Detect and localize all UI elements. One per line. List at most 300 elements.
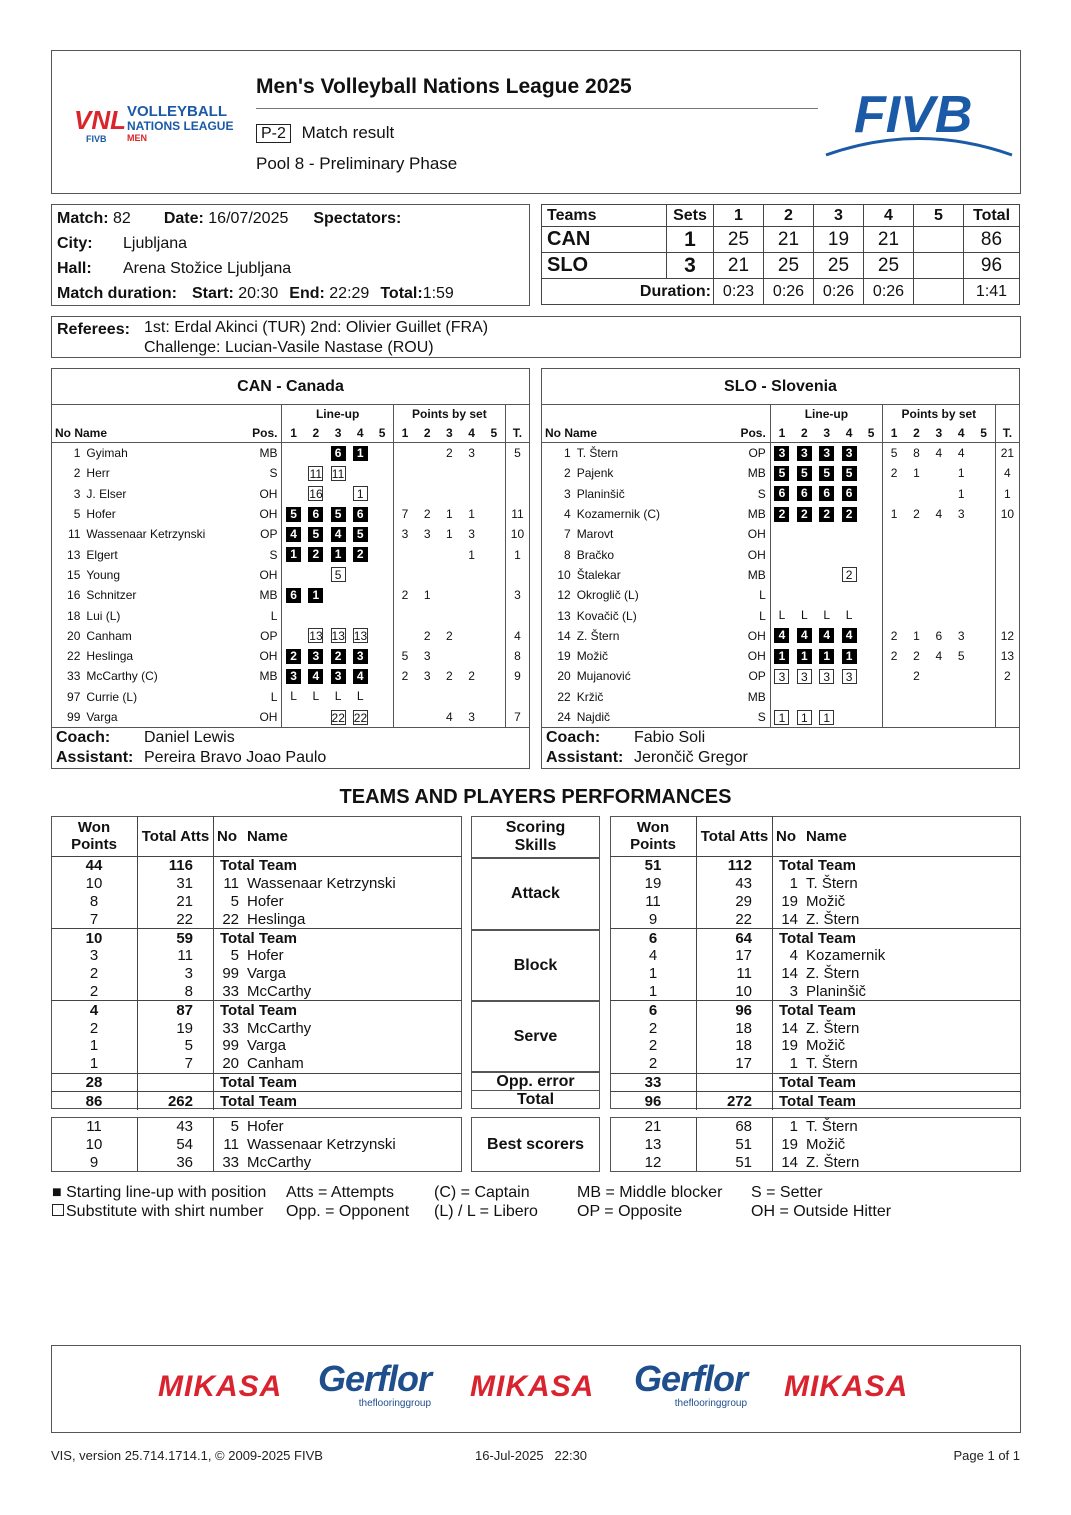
col-total-atts: Total Atts	[697, 816, 773, 857]
points-in-set: 1	[446, 527, 453, 542]
lineup-cell	[327, 585, 349, 605]
substitute-number: 22	[353, 710, 368, 725]
starting-position: 5	[286, 507, 301, 522]
player-position: MB	[747, 689, 766, 704]
legend-mb: MB = Middle blocker	[577, 1184, 723, 1201]
player-name: Total Team	[220, 857, 297, 875]
player-cell	[214, 1037, 463, 1055]
won-points: 4	[610, 947, 697, 965]
svg-text:FIVB: FIVB	[86, 134, 107, 144]
player-name: T. Štern	[806, 1118, 858, 1136]
points-in-set: 2	[913, 507, 920, 522]
total-atts: 8	[138, 983, 214, 1001]
col-lineup-set: 1	[770, 423, 793, 443]
legend-libero: (L) / L = Libero	[434, 1203, 538, 1220]
lineup-cell	[349, 585, 371, 605]
roster-group-header	[542, 405, 1019, 423]
player-total-points	[505, 484, 529, 504]
points-in-set: 1	[468, 547, 475, 562]
sponsor-mikasa: MIKASA	[470, 1370, 595, 1403]
player-total-points	[995, 544, 1019, 564]
total-atts: 116	[138, 857, 214, 875]
player-cell	[773, 1154, 1022, 1172]
lineup-cell	[305, 646, 327, 666]
points-header: Points by set	[393, 405, 505, 423]
player-number: 12	[557, 588, 571, 603]
won-points: 33	[610, 1073, 697, 1092]
won-points: 19	[610, 875, 697, 893]
lineup-cell	[770, 605, 793, 625]
lineup-cell	[838, 524, 860, 544]
won-points: 8	[51, 893, 138, 911]
points-in-set: 2	[446, 446, 453, 461]
player-cell	[773, 1001, 1022, 1019]
total-atts	[697, 1073, 773, 1092]
points-in-set	[950, 666, 972, 686]
col-points-set: 2	[416, 423, 438, 443]
lineup-cell	[816, 666, 838, 686]
player-number: 19	[557, 649, 571, 664]
lineup-cell	[305, 626, 327, 646]
player-cell	[773, 1055, 1022, 1073]
team-title: CAN - Canada	[52, 369, 529, 405]
lineup-cell	[816, 484, 838, 504]
player-number: 7	[564, 527, 571, 542]
starting-position: 5	[353, 527, 368, 542]
lineup-cell	[860, 707, 882, 727]
set-score: 25	[814, 253, 864, 279]
lineup-cell	[860, 687, 882, 707]
starting-position: 2	[286, 649, 301, 664]
points-in-set	[483, 605, 506, 625]
points-in-set: 2	[882, 626, 905, 646]
won-points: 1	[51, 1037, 138, 1055]
player-position: MB	[747, 466, 766, 481]
perf-row	[610, 1019, 1021, 1037]
won-points: 21	[610, 1118, 697, 1136]
starting-position: 6	[774, 486, 789, 501]
player-number: 33	[67, 669, 81, 684]
lineup-cell	[305, 484, 327, 504]
points-in-set	[928, 463, 950, 483]
lineup-cell	[838, 565, 860, 585]
won-points: 9	[51, 1154, 138, 1172]
points-in-set	[483, 646, 506, 666]
won-points: 10	[51, 875, 138, 893]
player-number: 99	[67, 710, 81, 724]
lineup-cell	[860, 626, 882, 646]
player-name: Mujanović	[576, 669, 631, 684]
points-in-set	[972, 666, 995, 686]
player-number: 22	[557, 689, 571, 704]
player-number: 4	[564, 507, 571, 522]
player-position: L	[759, 588, 766, 603]
lineup-cell	[793, 707, 815, 727]
assistant-label: Assistant:	[546, 749, 624, 767]
referees-label: Referees:	[57, 321, 130, 338]
player-row	[542, 626, 1019, 646]
player-name: Gyimah	[86, 446, 128, 461]
player-name: Z. Štern	[806, 1019, 860, 1037]
player-name: Pajenk	[576, 466, 614, 481]
points-in-set	[483, 443, 506, 464]
player-cell	[214, 1073, 463, 1092]
lineup-cell	[305, 504, 327, 524]
total-atts: 3	[138, 965, 214, 983]
player-number: 2	[73, 466, 81, 481]
points-header: Points by set	[882, 405, 995, 423]
player-position: OP	[748, 446, 766, 461]
col-no-name: No Name	[52, 423, 242, 443]
perf-header	[610, 816, 1021, 857]
points-in-set	[393, 544, 416, 564]
points-in-set	[483, 504, 506, 524]
lineup-cell	[327, 707, 349, 727]
player-position: OH	[747, 628, 766, 643]
points-in-set: 3	[468, 446, 475, 461]
player-total-points: 21	[995, 443, 1019, 464]
total-atts: 36	[138, 1154, 214, 1172]
points-in-set: 1	[423, 588, 431, 603]
player-total-points: 8	[505, 646, 529, 666]
points-in-set	[483, 666, 506, 686]
vnl-mark-icon	[74, 103, 126, 145]
col-pos: Pos.	[242, 423, 281, 443]
points-in-set	[972, 585, 995, 605]
points-in-set	[972, 646, 995, 666]
player-total-points	[505, 605, 529, 625]
player-total-points: 10	[505, 524, 529, 544]
won-points: 96	[610, 1092, 697, 1110]
lineup-cell	[860, 504, 882, 524]
perf-row	[610, 929, 1021, 947]
skill-serve	[471, 1001, 600, 1072]
points-in-set: 5	[882, 443, 905, 464]
lineup-cell	[327, 544, 349, 564]
player-name: Wassenaar Ketrzynski	[86, 527, 206, 542]
player-number: 18	[67, 608, 81, 623]
substitute-number: 3	[819, 669, 834, 684]
points-in-set: 3	[468, 527, 475, 542]
player-name: Varga	[86, 710, 118, 724]
skill-total	[471, 1090, 600, 1109]
perf-row	[610, 983, 1021, 1001]
player-cell	[214, 910, 463, 928]
total-atts: 18	[697, 1019, 773, 1037]
points-in-set	[416, 544, 438, 564]
col-lineup-set: 4	[349, 423, 371, 443]
col-lineup-set: 3	[816, 423, 838, 443]
team-code: CAN	[542, 227, 667, 253]
lineup-cell	[838, 626, 860, 646]
points-in-set	[905, 707, 927, 727]
player-total-points: 9	[505, 666, 529, 686]
lineup-cell	[770, 707, 793, 727]
col-no-name: No Name	[542, 423, 731, 443]
starting-position: 5	[308, 527, 323, 542]
lineup-cell	[282, 484, 305, 504]
col-points-set: 4	[460, 423, 482, 443]
player-position: L	[270, 689, 278, 704]
player-cell	[214, 893, 463, 911]
lineup-cell	[860, 585, 882, 605]
hdr-sets: Sets	[667, 205, 714, 227]
lineup-cell	[793, 504, 815, 524]
won-points: 2	[610, 1055, 697, 1073]
lineup-cell	[793, 626, 815, 646]
player-total-points: 7	[505, 707, 529, 727]
sets-won: 1	[667, 227, 714, 253]
starting-position: 1	[308, 588, 323, 603]
gerflor-tagline: theflooringgroup	[358, 1398, 432, 1409]
player-total-points: 12	[995, 626, 1019, 646]
player-name: J. Elser	[86, 486, 127, 501]
player-row	[542, 484, 1019, 504]
lineup-cell	[371, 524, 393, 544]
player-row	[542, 524, 1019, 544]
col-pos: Pos.	[731, 423, 771, 443]
team-title: SLO - Slovenia	[542, 369, 1019, 405]
points-in-set	[438, 687, 460, 707]
legend-col4	[577, 1183, 722, 1221]
points-in-set	[438, 646, 460, 666]
legend-opp: Opp. = Opponent	[286, 1203, 410, 1220]
player-total-points: 2	[995, 666, 1019, 686]
starting-position: 6	[797, 486, 812, 501]
lineup-cell	[838, 687, 860, 707]
lineup-cell	[838, 544, 860, 564]
lineup-cell	[838, 605, 860, 625]
substitute-number: 1	[353, 486, 368, 501]
starting-position: 4	[286, 527, 301, 542]
hall-value: Arena Stožice Ljubljana	[123, 259, 292, 277]
points-in-set	[416, 443, 438, 464]
hdr-set3: 3	[814, 205, 864, 227]
player-number: 22	[222, 910, 239, 928]
best-scorers-can	[51, 1118, 462, 1171]
player-position: OH	[259, 649, 278, 664]
roster-slo	[541, 368, 1020, 769]
player-cell	[773, 1019, 1022, 1037]
points-in-set: 3	[423, 649, 431, 664]
player-row	[542, 565, 1019, 585]
player-cell	[214, 875, 463, 893]
starting-position: 5	[797, 466, 812, 481]
hall-label: Hall:	[57, 259, 92, 277]
lineup-cell	[327, 463, 349, 483]
player-number: 24	[557, 710, 571, 724]
total-atts: 11	[138, 947, 214, 965]
starting-position: 2	[797, 507, 812, 522]
set-score	[914, 227, 964, 253]
points-in-set	[928, 687, 950, 707]
player-cell	[773, 947, 1022, 965]
lineup-header: Line-up	[282, 405, 393, 423]
legend-start: ■ Starting line-up with position	[52, 1184, 267, 1201]
points-in-set	[882, 666, 905, 686]
player-total-points	[995, 707, 1019, 727]
player-name: Z. Štern	[806, 1153, 860, 1171]
player-number: 1	[789, 1055, 798, 1073]
total-atts: 64	[697, 929, 773, 947]
lineup-cell	[349, 524, 371, 544]
lineup-cell	[770, 504, 793, 524]
set-score: 25	[864, 253, 914, 279]
points-in-set	[882, 605, 905, 625]
won-points: 28	[51, 1073, 138, 1092]
sponsors-box	[51, 1345, 1021, 1433]
player-name: McCarthy (C)	[86, 669, 158, 684]
lineup-cell	[282, 443, 305, 464]
player-total-points: 1	[995, 484, 1019, 504]
player-name: Young	[86, 567, 121, 582]
player-row	[52, 707, 529, 727]
lineup-cell	[282, 687, 305, 707]
player-number: 20	[557, 669, 571, 684]
points-in-set: 3	[468, 710, 475, 724]
assistant-name: Jerončič Gregor	[634, 749, 748, 767]
roster-can	[51, 368, 530, 769]
lineup-cell	[816, 646, 838, 666]
lineup-cell	[793, 463, 815, 483]
legend-col1	[52, 1183, 266, 1221]
col-points-set: 3	[438, 423, 460, 443]
won-points: 3	[51, 947, 138, 965]
lineup-cell	[770, 544, 793, 564]
hdr-set1: 1	[714, 205, 764, 227]
set-score: 21	[714, 253, 764, 279]
player-total-points	[995, 585, 1019, 605]
perf-row	[51, 929, 462, 947]
col-points-set: 5	[972, 423, 995, 443]
starting-position: 1	[797, 649, 812, 664]
libero-mark: L	[823, 608, 831, 623]
perf-header	[51, 816, 462, 857]
points-in-set	[972, 443, 995, 464]
points-in-set	[950, 524, 972, 544]
lineup-cell	[349, 687, 371, 707]
points-in-set: 3	[957, 628, 965, 643]
points-in-set: 2	[468, 669, 475, 684]
lineup-cell	[349, 484, 371, 504]
perf-row	[51, 947, 462, 965]
player-name: Currie (L)	[86, 689, 138, 704]
perf-row	[51, 1055, 462, 1073]
player-cell	[773, 857, 1022, 875]
points-in-set	[483, 544, 506, 564]
player-number: 5	[230, 892, 239, 910]
match-info-box	[51, 204, 530, 306]
points-in-set	[460, 605, 482, 625]
won-points: 13	[610, 1136, 697, 1154]
points-in-set	[928, 666, 950, 686]
total-atts: 22	[138, 910, 214, 928]
won-points: 1	[51, 1055, 138, 1073]
lineup-cell	[282, 626, 305, 646]
lineup-cell	[860, 544, 882, 564]
player-total-points: 10	[995, 504, 1019, 524]
player-name: Total Team	[220, 1073, 297, 1091]
match-label: Match:	[57, 209, 109, 227]
lineup-cell	[305, 707, 327, 727]
player-cell	[214, 983, 463, 1001]
player-name: Schnitzer	[86, 588, 137, 603]
player-name: Hofer	[247, 947, 284, 965]
perf-row	[51, 1092, 462, 1110]
lineup-cell	[282, 504, 305, 524]
performance-title: TEAMS AND PLAYERS PERFORMANCES	[339, 786, 732, 808]
player-total-points	[505, 687, 529, 707]
referees-line2: Challenge: Lucian-Vasile Nastase (ROU)	[144, 339, 434, 356]
player-name: Heslinga	[86, 649, 134, 664]
col-lineup-set: 5	[860, 423, 882, 443]
player-number: 14	[781, 910, 798, 928]
points-in-set: 4	[957, 446, 965, 461]
starting-position: 3	[286, 669, 301, 684]
lineup-cell	[838, 646, 860, 666]
points-in-set: 2	[393, 666, 416, 686]
points-in-set: 1	[957, 486, 965, 501]
fivb-logo-text: FIVB	[854, 87, 973, 144]
total-set-duration: 1:41	[964, 279, 1020, 305]
end-time: 22:29	[329, 284, 370, 302]
lineup-cell	[816, 605, 838, 625]
player-name: Hofer	[86, 507, 116, 522]
lineup-cell	[371, 585, 393, 605]
skill-total-label: Total	[516, 1091, 555, 1108]
lineup-cell	[349, 544, 371, 564]
assistant-label: Assistant:	[56, 749, 134, 767]
team-code: SLO	[542, 253, 667, 279]
city-value: Ljubljana	[123, 234, 188, 252]
lineup-cell	[860, 646, 882, 666]
player-cell	[214, 1092, 463, 1110]
lineup-cell	[327, 605, 349, 625]
lineup-cell	[349, 666, 371, 686]
starting-position: 1	[331, 547, 346, 562]
player-row	[542, 666, 1019, 686]
set-duration	[914, 279, 964, 305]
match-date: 16/07/2025	[208, 209, 289, 227]
points-in-set	[483, 687, 506, 707]
libero-mark: L	[356, 689, 364, 704]
player-row	[542, 646, 1019, 666]
gerflor-tagline: theflooringgroup	[674, 1398, 748, 1409]
duration-label: Duration:	[542, 279, 714, 305]
points-in-set: 6	[935, 628, 943, 643]
lineup-cell	[816, 463, 838, 483]
legend-sub-row	[52, 1202, 266, 1221]
perf-row	[610, 1154, 1021, 1172]
col-no-name	[214, 816, 463, 857]
start-time: 20:30	[238, 284, 279, 302]
points-in-set	[416, 707, 438, 727]
points-in-set	[882, 707, 905, 727]
starting-position: 5	[842, 466, 857, 481]
player-name: Total Team	[779, 1001, 856, 1019]
points-in-set	[882, 565, 905, 585]
perf-row	[51, 857, 462, 875]
player-row	[542, 707, 1019, 727]
footer-page: Page 1 of 1	[953, 1448, 1020, 1463]
lineup-cell	[860, 605, 882, 625]
lineup-cell	[371, 544, 393, 564]
lineup-cell	[349, 504, 371, 524]
points-in-set	[460, 463, 482, 483]
player-name: Total Team	[779, 1073, 856, 1091]
points-in-set	[438, 605, 460, 625]
lineup-cell	[371, 565, 393, 585]
